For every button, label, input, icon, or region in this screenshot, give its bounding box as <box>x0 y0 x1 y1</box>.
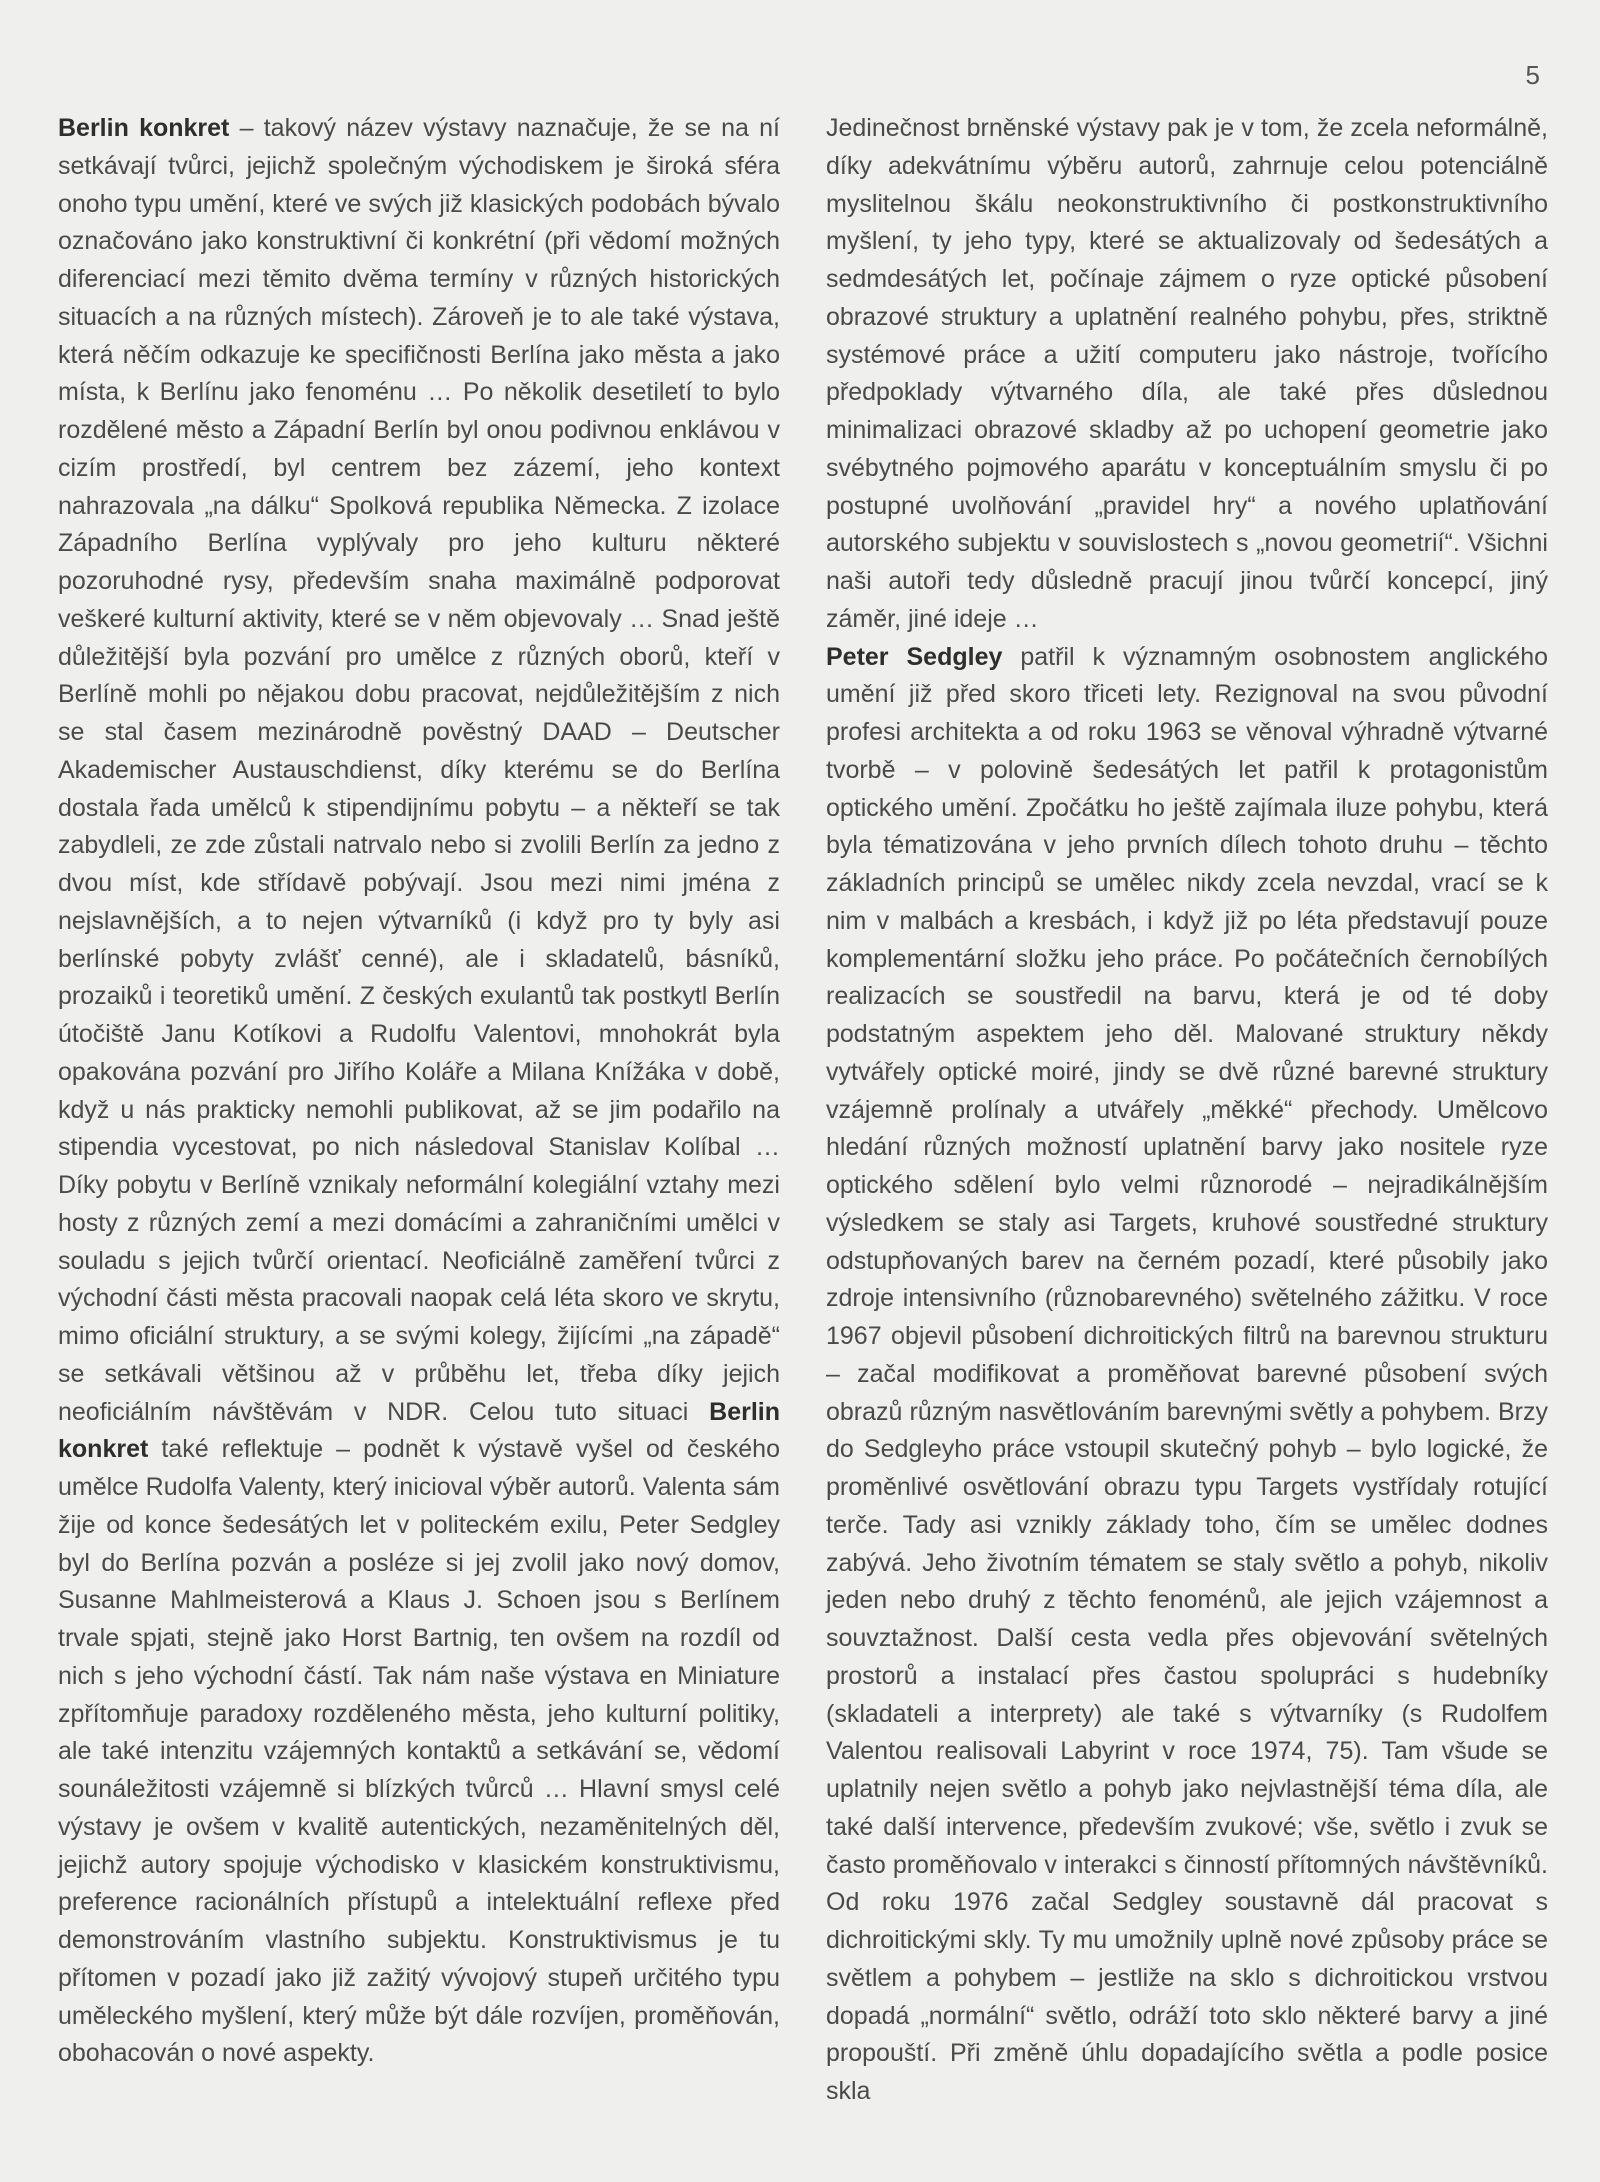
exhibition-title: Berlin konkret <box>58 114 230 142</box>
paragraph-text: patřil k významným osobnostem anglického umění již před skoro třiceti lety. Rezignoval na svou původní profesi architekta a od roku 1963 se věnoval výhradně výtvarné tvorbě – v polovině šedesátých let patřil k protagonistům optického umění. Zpočátku ho ještě zajímala iluze pohybu, která byla tématizována v jeho prvních dílech tohoto druhu – těchto základních principů se umělec nikdy zcela nevzdal, vrací se k nim v malbách a kresbách, i když již po léta představují pouze komplementární složku jeho práce. Po počátečních černobílých realizacích se soustředil na barvu, která je od té doby podstatným aspektem jeho děl. Malované struktury někdy vytvářely optické moiré, jindy se dvě různé barevné struktury vzájemně prolínaly a utvářely „měkké“ přechody. Umělcovo hledání různých možností uplatnění barvy jako nositele ryze optického sdělení bylo velmi různorodé – nejradikálnějším výsledkem se staly asi Targets, kruhové soustředné struktury odstupňovaných barev na černém pozadí, které působily jako zdroje intensivního (různobarevného) světelného zážitku. V roce 1967 objevil působení dichroitických filtrů na barevnou strukturu – začal modifikovat a proměňovat barevné působení svých obrazů různým nasvětlováním barevnými světly a pohybem. Brzy do Sedgleyho práce vstoupil skutečný pohyb – bylo logické, že proměnlivé osvětlování obrazu typu Targets vystřídaly rotující terče. Tady asi vznikly základy toho, čím se umělec dodnes zabývá. Jeho životním tématem se staly světlo a pohyb, nikoliv jeden nebo druhý z těchto fenoménů, ale jejich vzájemnost a souvztažnost. Další cesta vedla přes objevování světelných prostorů a instalací přes častou spolupráci s hudebníky (skladateli a interprety) ale také s výtvarníky (s Rudolfem Valentou realisovali Labyrint v roce 1974, 75). Tam všude se uplatnily nejen světlo a pohyb jako nejvlastnější téma díla, ale také další intervence, především zvukové; vše, světlo i zvuk se často proměňovalo v interakci s činností přítomných návštěvníků. Od roku 1976 začal Sedgley soustavně dál pracovat s dichroitickými skly. Ty mu umožnily uplně nové způsoby práce se světlem a pohybem – jestliže na sklo s dichroitickou vrstvou dopadá „normální“ světlo, odráží toto sklo některé barvy a jiné propouští. Při změně úhlu dopadajícího světla a podle posice skla <box>826 642 1548 2105</box>
paragraph-text: také reflektuje – podnět k výstavě vyšel od českého umělce Rudolfa Valenty, který inicioval výběr autorů. Valenta sám žije od konce šedesátých let v politeckém exilu, Peter Sedgley byl do Berlína pozván a posléze si jej zvolil jako nový domov, Susanne Mahlmeisterová a Klaus J. Schoen jsou s Berlínem trvale spjati, stejně jako Horst Bartnig, ten ovšem na rozdíl od nich s jeho východní částí. Tak nám naše výstava en Miniature zpřítomňuje paradoxy rozděleného města, jeho kulturní politiky, ale také intenzitu vzájemných kontaktů a setkávání se, vědomí sounáležitosti vzájemně si blízkých tvůrců … Hlavní smysl celé výstavy je ovšem v kvalitě autentických, nezaměnitelných děl, jejichž autory spojuje východisko v klasickém konstruktivismu, preference racionálních přístupů a intelektuální reflexe před demonstrováním vlastního subjektu. Konstruktivismus je tu přítomen v pozadí jako již zažitý vývojový stupeň určitého typu uměleckého myšlení, který může být dále rozvíjen, proměňován, obohacován o nové aspekty. <box>58 1435 780 2068</box>
left-column <box>58 110 780 2073</box>
page-number: 5 <box>1525 60 1540 90</box>
right-column <box>826 110 1548 2111</box>
paragraph <box>826 639 1548 2111</box>
paragraph-text: – takový název výstavy naznačuje, že se na ní setkávají tvůrci, jejichž společným východiskem je široká sféra onoho typu umění, které ve svých již klasických podobách bývalo označováno jako konstruktivní či konkrétní (při vědomí možných diferenciací mezi těmito dvěma termíny v různých historických situacích a na různých místech). Zároveň je to ale také výstava, která něčím odkazuje ke specifičnosti Berlína jako města a jako místa, k Berlínu jako fenoménu … Po několik desetiletí to bylo rozdělené město a Západní Berlín byl onou podivnou enklávou v cizím prostředí, byl centrem bez zázemí, jeho kontext nahrazovala „na dálku“ Spolková republika Německa. Z izolace Západního Berlína vyplývaly pro jeho kulturu některé pozoruhodné rysy, především snaha maximálně podporovat veškeré kulturní aktivity, které se v něm objevovaly … Snad ještě důležitější byla pozvání pro umělce z různých oborů, kteří v Berlíně mohli po nějakou dobu pracovat, nejdůležitějším z nich se stal časem mezinárodně pověstný DAAD – Deutscher Akademischer Austauschdienst, díky kterému se do Berlína dostala řada umělců k stipendijnímu pobytu – a někteří se tak zabydleli, ze zde zůstali natrvalo nebo si zvolili Berlín za jedno z dvou míst, kde střídavě pobývají. Jsou mezi nimi jména z nejslavnějších, a to nejen výtvarníků (i když pro ty byly asi berlínské pobyty zvlášť cenné), ale i skladatelů, básníků, prozaiků i teoretiků umění. Z českých exulantů tak postkytl Berlín útočiště Janu Kotíkovi a Rudolfu Valentovi, mnohokrát byla opakována pozvání pro Jiřího Koláře a Milana Knížáka v době, když u nás prakticky nemohli publikovat, až se jim podařilo na stipendia vycestovat, po nich následoval Stanislav Kolíbal … Díky pobytu v Berlíně vznikaly neformální kolegiální vztahy mezi hosty z různých zemí a mezi domácími a zahraničními umělci v souladu s jejich tvůrčí orientací. Neoficiálně zaměření tvůrci z východní části města pracovali naopak celá léta skoro ve skrytu, mimo oficiální struktury, a se svými kolegy, žijícími „na západě“ se setkávali většinou až v průběhu let, třeba díky jejich neoficiálním návštěvám v NDR. Celou tuto situaci <box>58 114 780 1426</box>
exhibition-title: Berlin konkret <box>58 1397 780 1464</box>
artist-name: Peter Sedgley <box>826 642 1003 671</box>
paragraph <box>58 110 780 2073</box>
paragraph: Jedinečnost brněnské výstavy pak je v tom, že zcela neformálně, díky adekvátnímu výběru autorů, zahrnuje celou potenciálně myslitelnou škálu neokonstruktivního či postkonstruktivního myšlení, ty jeho typy, které se aktualizovaly od šedesátých a sedmdesátých let, počínaje zájmem o ryze optické působení obrazové struktury a uplatnění realného pohybu, přes, striktně systémové práce a užití computeru jako nástroje, tvořícího předpoklady výtvarného díla, ale také přes důslednou minimalizaci obrazové skladby až po uchopení geometrie jako svébytného pojmového aparátu v konceptuálním smyslu či po postupné uvolňování „pravidel hry“ a nového uplatňování autorského subjektu v souvislostech s „novou geometrií“. Všichni naši autoři tedy důsledně pracují jinou tvůrčí koncepcí, jiný záměr, jiné ideje … <box>826 114 1548 633</box>
